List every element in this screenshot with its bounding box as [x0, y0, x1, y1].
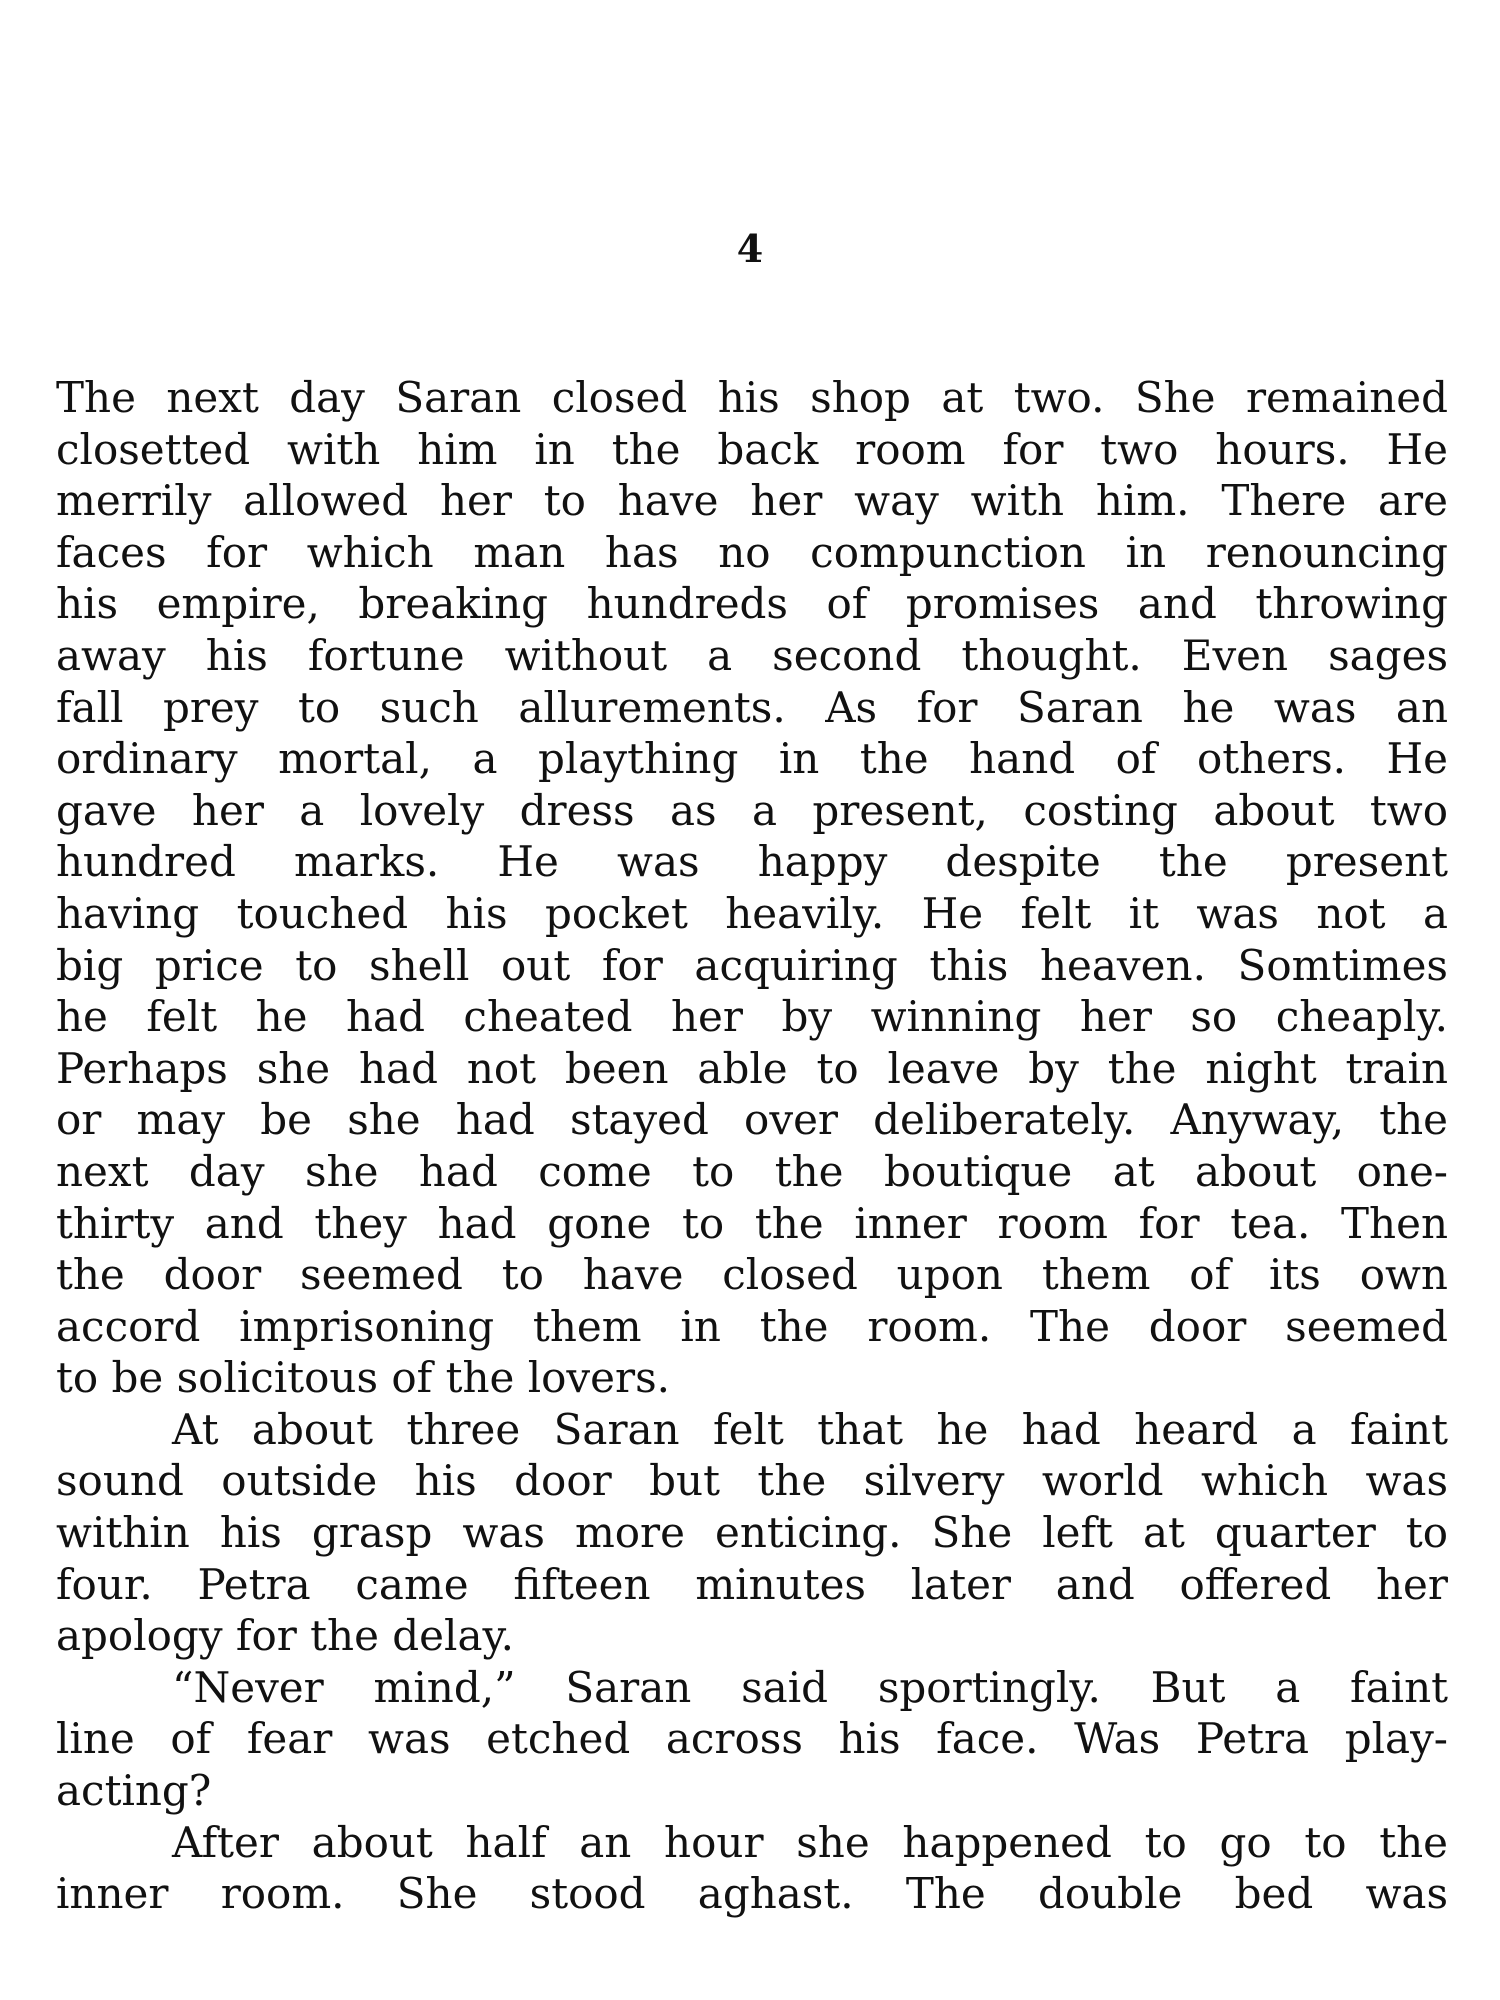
- text-line: inner room. She stood aghast. The double bed was: [56, 1869, 1448, 1919]
- text-line: within his grasp was more enticing. She left at quarter to: [56, 1508, 1448, 1558]
- text-line: having touched his pocket heavily. He felt it was not a: [56, 888, 1448, 938]
- paragraph: [56, 372, 1448, 1404]
- chapter-number: 4: [736, 226, 764, 271]
- text-line: next day she had come to the boutique at about one-: [56, 1146, 1448, 1196]
- text-line: his empire, breaking hundreds of promises and throwing: [56, 579, 1448, 629]
- text-line: closetted with him in the back room for two hours. He: [56, 424, 1448, 474]
- text-line: At about three Saran felt that he had heard a faint: [172, 1404, 1448, 1454]
- text-line: or may be she had stayed over deliberately. Anyway, the: [56, 1095, 1448, 1145]
- chapter-body-text: [56, 372, 1448, 1920]
- text-line: faces for which man has no compunction in renouncing: [56, 527, 1448, 577]
- paragraph: [56, 1662, 1448, 1817]
- text-line: sound outside his door but the silvery world which was: [56, 1456, 1448, 1506]
- text-line: Perhaps she had not been able to leave by the night train: [56, 1043, 1448, 1093]
- text-line: After about half an hour she happened to go to the: [172, 1817, 1448, 1867]
- text-line: thirty and they had gone to the inner room for tea. Then: [56, 1198, 1448, 1248]
- text-line: hundred marks. He was happy despite the present: [56, 837, 1448, 887]
- text-line: ordinary mortal, a plaything in the hand of others. He: [56, 734, 1448, 784]
- text-line: big price to shell out for acquiring this heaven. Somtimes: [56, 940, 1448, 990]
- text-line: the door seemed to have closed upon them of its own: [56, 1250, 1448, 1300]
- text-line: The next day Saran closed his shop at two. She remained: [56, 373, 1448, 422]
- text-line: apology for the delay.: [56, 1611, 515, 1661]
- paragraph: [56, 1817, 1448, 1920]
- text-line: line of fear was etched across his face. Was Petra play-: [56, 1714, 1448, 1764]
- text-line: four. Petra came fifteen minutes later and offered her: [56, 1559, 1448, 1609]
- text-line: he felt he had cheated her by winning her so cheaply.: [56, 992, 1448, 1042]
- text-line: gave her a lovely dress as a present, costing about two: [56, 785, 1448, 835]
- text-line: away his fortune without a second thought. Even sages: [56, 630, 1448, 680]
- text-line: “Never mind,” Saran said sportingly. But a faint: [172, 1662, 1448, 1712]
- paragraph: [56, 1404, 1448, 1662]
- text-line: acting?: [56, 1766, 212, 1816]
- text-line: to be solicitous of the lovers.: [56, 1353, 670, 1403]
- text-line: merrily allowed her to have her way with him. There are: [56, 476, 1448, 526]
- text-line: accord imprisoning them in the room. The door seemed: [56, 1301, 1448, 1351]
- text-line: fall prey to such allurements. As for Saran he was an: [56, 682, 1448, 732]
